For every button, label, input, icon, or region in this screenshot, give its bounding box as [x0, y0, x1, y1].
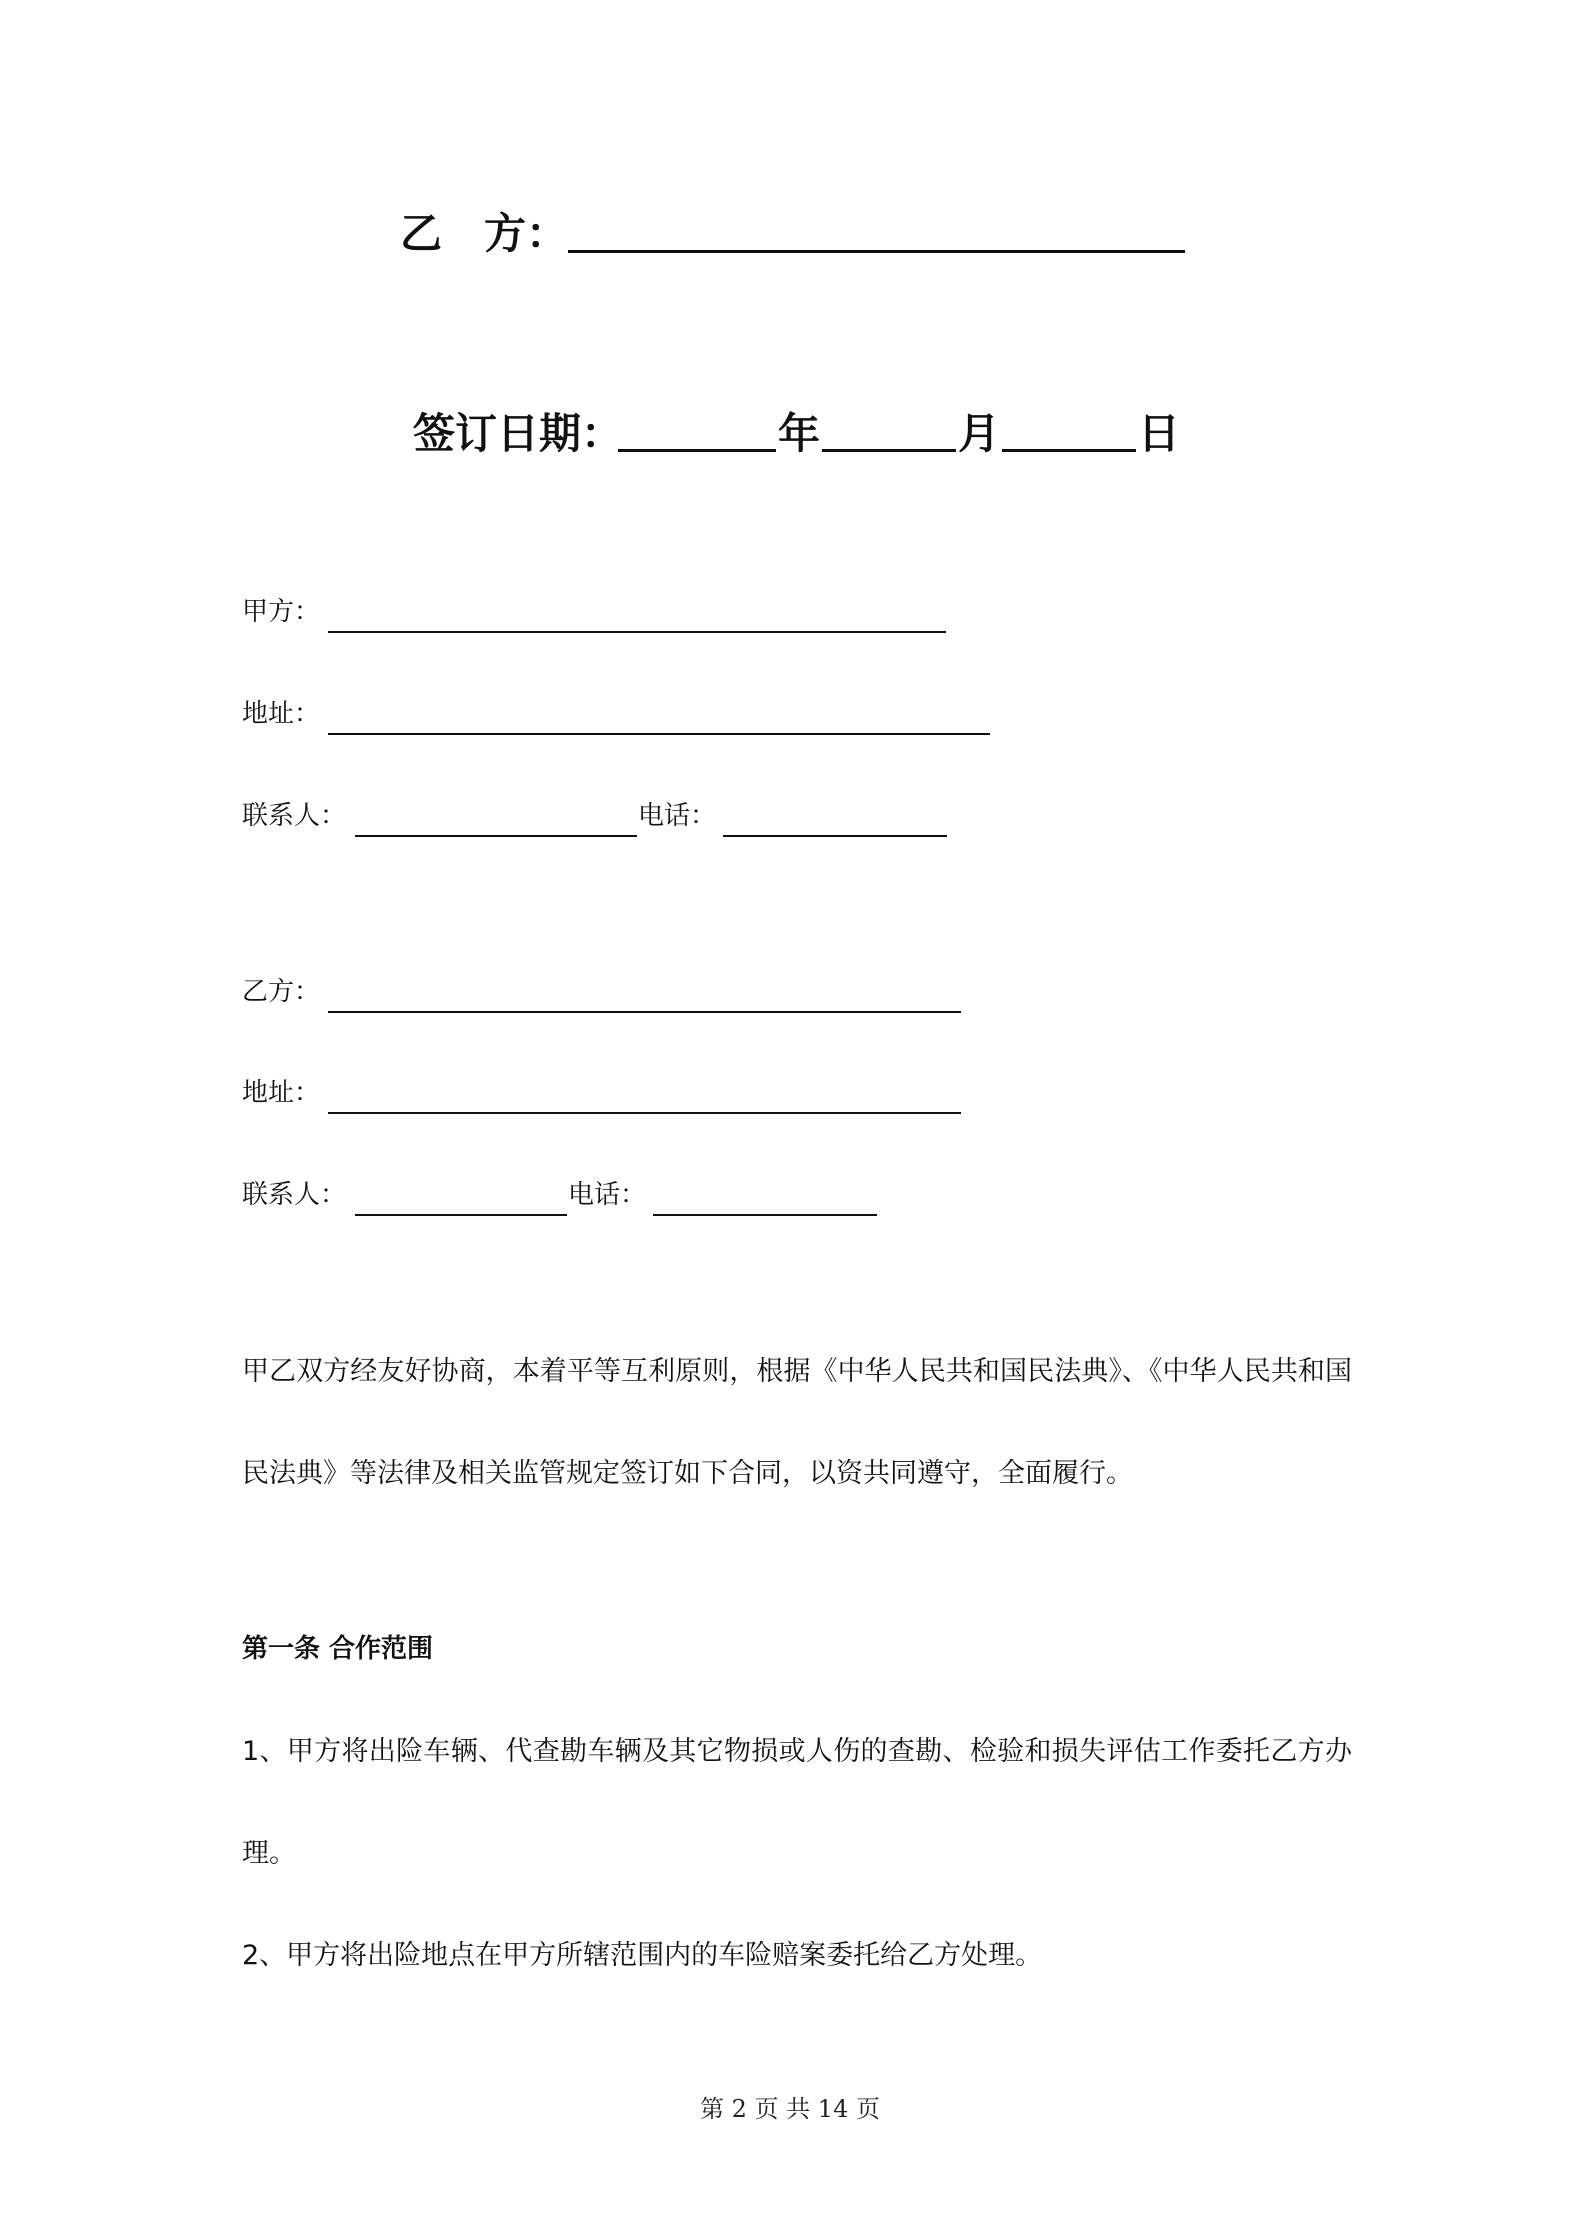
party-b-address-label: 地址： [242, 1078, 321, 1108]
party-b-name-line[interactable] [328, 1011, 961, 1013]
party-b-name-label: 乙方： [242, 977, 321, 1007]
cover-party-b-line[interactable] [568, 250, 1185, 253]
article-1-item-1: 1、甲方将出险车辆、代查勘车辆及其它物损或人伤的查勘、检验和损失评估工作委托乙方办理。 [242, 1736, 1352, 1869]
sign-date-year-label: 年 [778, 409, 821, 458]
preamble-paragraph: 甲乙双方经友好协商，本着平等互利原则，根据《中华人民共和国民法典》、《中华人民共和国民法典》等法律及相关监管规定签订如下合同，以资共同遵守，全面履行。 [242, 1356, 1352, 1489]
page-number-footer: 第 2 页 共 14 页 [700, 2095, 880, 2123]
party-a-name-label: 甲方： [242, 597, 321, 627]
sign-date-day-label: 日 [1138, 409, 1181, 458]
party-a-contact-line[interactable] [355, 835, 637, 837]
cover-party-b-label: 乙 方： [400, 209, 569, 258]
party-b-contact-line[interactable] [355, 1214, 567, 1216]
article-1-item-2: 2、甲方将出险地点在甲方所辖范围内的车险赔案委托给乙方处理。 [242, 1940, 1043, 1971]
party-b-address-line[interactable] [328, 1112, 961, 1114]
party-a-phone-line[interactable] [723, 835, 947, 837]
party-b-phone-label: 电话： [568, 1180, 647, 1210]
party-a-address-label: 地址： [242, 699, 321, 729]
party-a-phone-label: 电话： [638, 801, 717, 831]
party-b-phone-line[interactable] [653, 1214, 877, 1216]
party-a-name-line[interactable] [328, 631, 946, 633]
sign-date-year-line[interactable] [618, 449, 776, 452]
party-a-address-line[interactable] [328, 733, 990, 735]
party-a-contact-label: 联系人： [242, 801, 347, 831]
sign-date-month-line[interactable] [822, 449, 956, 452]
party-b-contact-label: 联系人： [242, 1180, 347, 1210]
sign-date-month-label: 月 [958, 409, 1001, 458]
sign-date-day-line[interactable] [1002, 449, 1136, 452]
article-1-title: 第一条 合作范围 [242, 1634, 434, 1664]
sign-date-label: 签订日期： [413, 409, 624, 458]
